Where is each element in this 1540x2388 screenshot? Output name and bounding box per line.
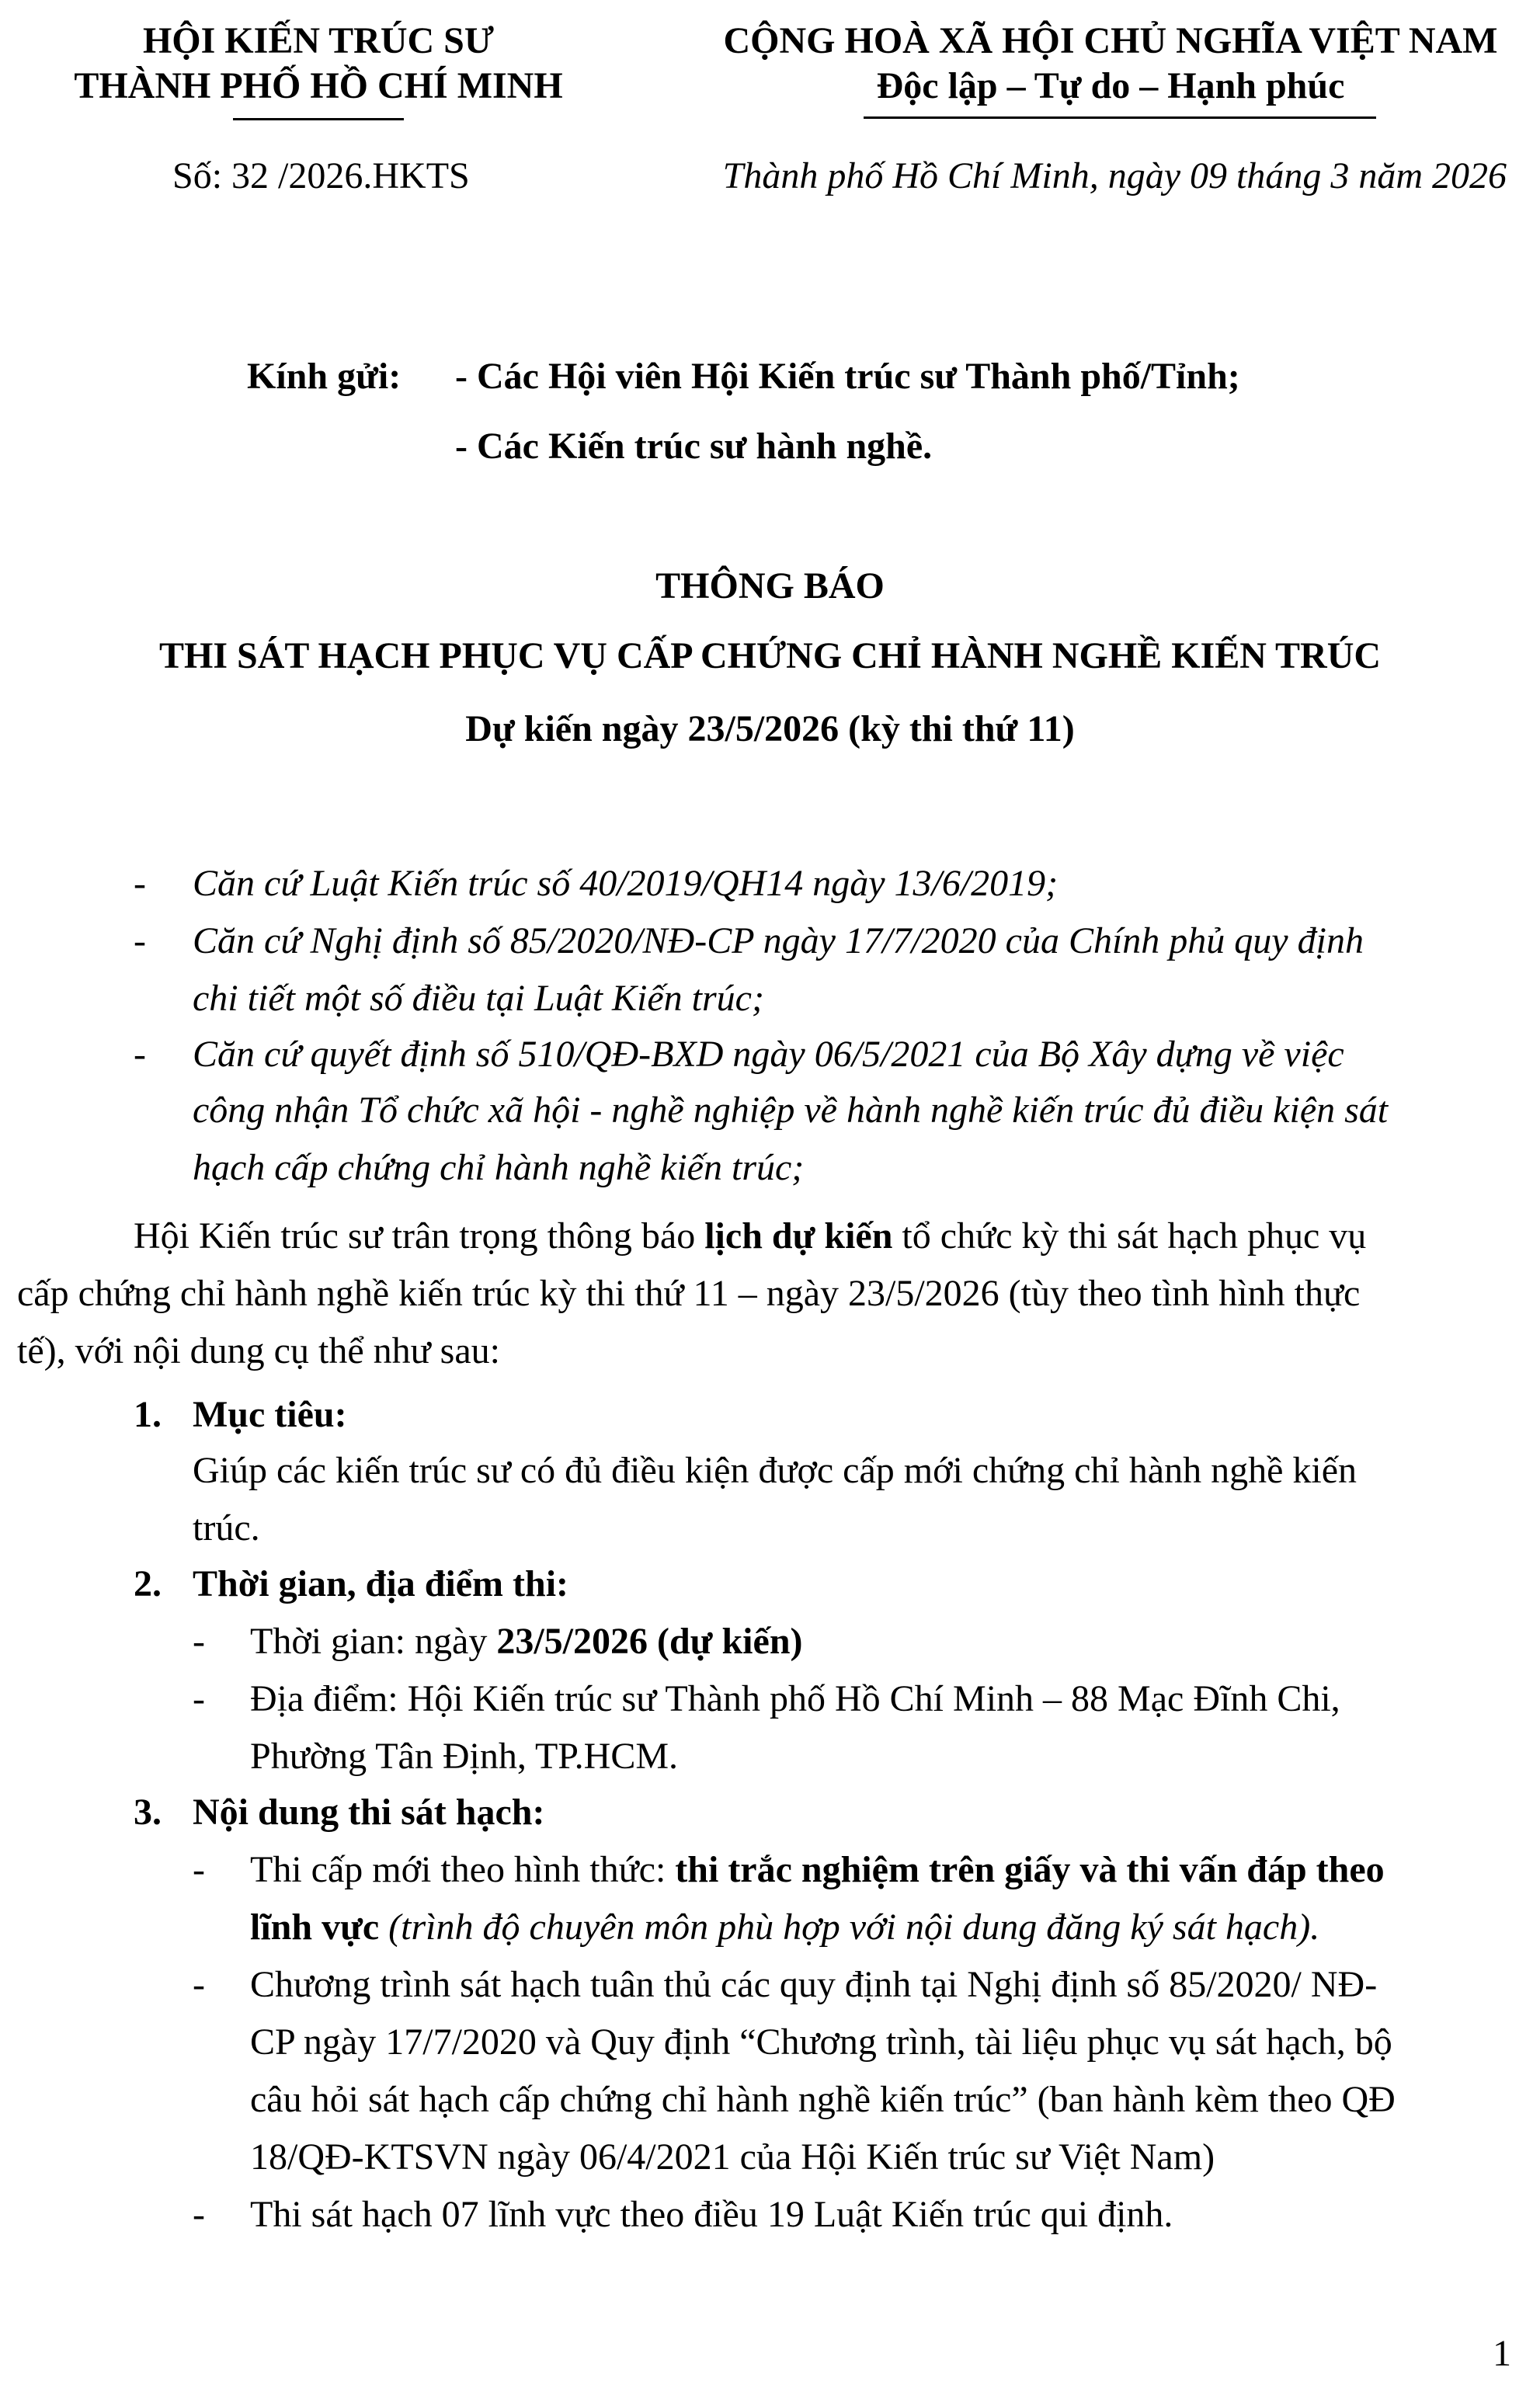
section-3-dash: - (193, 2194, 205, 2235)
section-3-number: 3. (134, 1792, 162, 1833)
notice-title: THÔNG BÁO (655, 565, 885, 607)
legal-basis-line: công nhận Tổ chức xã hội - nghề nghiệp về hành nghề kiến trúc đủ điều kiện sát (193, 1090, 1389, 1131)
recipient-1: - Các Hội viên Hội Kiến trúc sư Thành phố/Tỉnh; (455, 356, 1240, 397)
section-2-title: Thời gian, địa điểm thi: (193, 1563, 569, 1604)
exam-fields: Thi sát hạch 07 lĩnh vực theo điều 19 Luật Kiến trúc qui định. (250, 2194, 1173, 2235)
legal-basis-line: Căn cứ quyết định số 510/QĐ-BXD ngày 06/5/2021 của Bộ Xây dựng về việc (193, 1034, 1344, 1075)
exam-time (250, 1614, 803, 1670)
legal-basis-dash: - (134, 920, 146, 961)
exam-program: Chương trình sát hạch tuân thủ các quy định tại Nghị định số 85/2020/ NĐ- (250, 1964, 1378, 2005)
notice-subtitle: THI SÁT HẠCH PHỤC VỤ CẤP CHỨNG CHỈ HÀNH NGHỀ KIẾN TRÚC (158, 635, 1382, 676)
section-1-title: Mục tiêu: (193, 1394, 347, 1435)
section-3-dash: - (193, 1849, 205, 1890)
legal-basis-dash: - (134, 1034, 146, 1075)
exam-format-value: lĩnh vực (250, 1907, 380, 1948)
nation-motto: Độc lập – Tự do – Hạnh phúc (876, 65, 1345, 106)
section-1-text: Giúp các kiến trúc sư có đủ điều kiện được cấp mới chứng chỉ hành nghề kiến (193, 1450, 1357, 1491)
exam-format (250, 1900, 1319, 1955)
notice-date: Dự kiến ngày 23/5/2026 (kỳ thi thứ 11) (465, 708, 1075, 749)
org-underline (233, 118, 404, 120)
exam-program: câu hỏi sát hạch cấp chứng chỉ hành nghề kiến trúc” (ban hành kèm theo QĐ (250, 2079, 1396, 2120)
intro-text: tổ chức kỳ thi sát hạch phục vụ (892, 1215, 1367, 1257)
section-2-dash: - (193, 1678, 205, 1719)
section-1-number: 1. (134, 1394, 162, 1435)
legal-basis-line: Căn cứ Nghị định số 85/2020/NĐ-CP ngày 17/7/2020 của Chính phủ quy định (193, 920, 1364, 961)
legal-basis-line: chi tiết một số điều tại Luật Kiến trúc; (193, 978, 764, 1019)
place-date: Thành phố Hồ Chí Minh, ngày 09 tháng 3 năm 2026 (722, 155, 1507, 196)
legal-basis-dash: - (134, 863, 146, 904)
section-2-number: 2. (134, 1563, 162, 1604)
exam-place: Địa điểm: Hội Kiến trúc sư Thành phố Hồ Chí Minh – 88 Mạc Đĩnh Chi, (250, 1678, 1340, 1719)
recipients-label: Kính gửi: (247, 356, 402, 397)
page-number: 1 (1493, 2333, 1511, 2374)
motto-underline (864, 116, 1376, 119)
nation-name: CỘNG HOÀ XÃ HỘI CHỦ NGHĨA VIỆT NAM (723, 20, 1498, 61)
recipient-2: - Các Kiến trúc sư hành nghề. (455, 426, 933, 467)
exam-program: 18/QĐ-KTSVN ngày 06/4/2021 của Hội Kiến trúc sư Việt Nam) (250, 2136, 1215, 2178)
section-3-title: Nội dung thi sát hạch: (193, 1792, 545, 1833)
org-name-line2: THÀNH PHỐ HỒ CHÍ MINH (74, 65, 563, 106)
intro-line-2: cấp chứng chỉ hành nghề kiến trúc kỳ thi thứ 11 – ngày 23/5/2026 (tùy theo tình hình thực (17, 1273, 1361, 1314)
exam-time-label: Thời gian: ngày (250, 1621, 497, 1662)
legal-basis-line: hạch cấp chứng chỉ hành nghề kiến trúc; (193, 1147, 805, 1188)
intro-text: Hội Kiến trúc sư trân trọng thông báo (134, 1215, 705, 1257)
section-3-dash: - (193, 1964, 205, 2005)
intro-line-3: tế), với nội dung cụ thể như sau: (17, 1330, 500, 1371)
exam-format-label: Thi cấp mới theo hình thức: (250, 1849, 676, 1890)
section-1-text: trúc. (193, 1507, 260, 1549)
exam-format-value: thi trắc nghiệm trên giấy và thi vấn đáp theo (675, 1849, 1385, 1890)
exam-time-value: 23/5/2026 (dự kiến) (496, 1621, 803, 1662)
document-number: Số: 32 /2026.HKTS (172, 155, 470, 196)
section-2-dash: - (193, 1621, 205, 1662)
org-name-line1: HỘI KIẾN TRÚC SƯ (142, 20, 495, 61)
legal-basis-line: Căn cứ Luật Kiến trúc số 40/2019/QH14 ngày 13/6/2019; (193, 863, 1059, 904)
intro-emphasis: lịch dự kiến (704, 1215, 893, 1257)
exam-program: CP ngày 17/7/2020 và Quy định “Chương trình, tài liệu phục vụ sát hạch, bộ (250, 2021, 1392, 2063)
intro-line-1 (134, 1208, 1366, 1264)
exam-place: Phường Tân Định, TP.HCM. (250, 1736, 679, 1777)
exam-format-note: (trình độ chuyên môn phù hợp với nội dung đăng ký sát hạch). (379, 1907, 1320, 1948)
exam-format (250, 1842, 1385, 1898)
